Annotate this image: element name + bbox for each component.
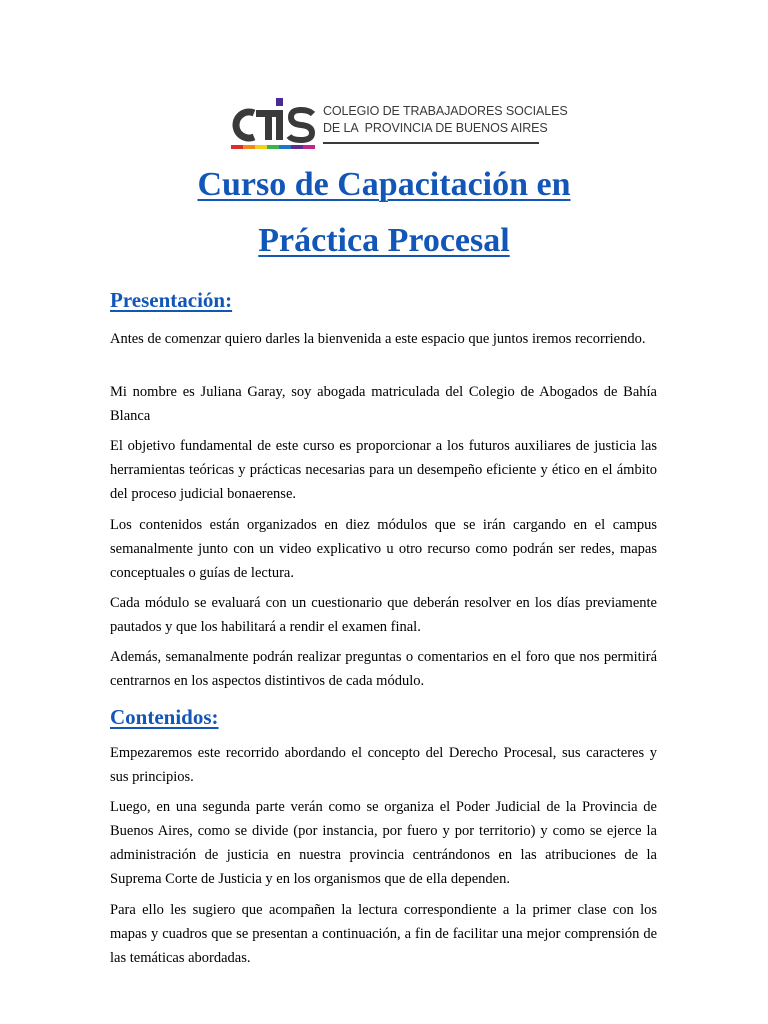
paragraph: Además, semanalmente podrán realizar preguntas o comentarios en el foro que nos permitirá centrarnos en los aspectos distintivos de cada módulo. — [110, 649, 657, 689]
paragraph: Antes de comenzar quiero darles la bienvenida a este espacio que juntos iremos recorriendo. — [110, 331, 646, 347]
logo-underline — [323, 142, 539, 144]
organization-name-line2: DE LA PROVINCIA DE BUENOS AIRES — [323, 121, 548, 135]
paragraph: Empezaremos este recorrido abordando el concepto del Derecho Procesal, sus caracteres y sus principios. — [110, 745, 657, 785]
section-heading-contenidos: Contenidos: — [110, 705, 219, 729]
organization-name — [323, 103, 568, 137]
paragraph: El objetivo fundamental de este curso es proporcionar a los futuros auxiliares de justicia las herramientas teóricas y prácticas necesarias para un desempeño eficiente y ético en el ámbito del proceso judicial bonaerense. — [110, 438, 657, 502]
document-title-line2: Práctica Procesal — [258, 222, 510, 259]
paragraph: Luego, en una segunda parte verán como se organiza el Poder Judicial de la Provincia de Buenos Aires, como se divide (por instancia, por fuero y por territorio) y como se ejerce la administración de justicia en nuestra provincia centrándonos en las atribuciones de la Suprema Corte de Justicia y en los organismos que de ella dependen. — [110, 799, 657, 887]
cts-logo-mark — [229, 96, 319, 152]
document-title-line1: Curso de Capacitación en — [197, 166, 571, 203]
organization-logo — [229, 96, 568, 152]
paragraph: Los contenidos están organizados en diez módulos que se irán cargando en el campus semanalmente junto con un video explicativo u otro recurso como podrán ser redes, mapas conceptuales o guías de lectura. — [110, 517, 657, 581]
paragraph: Cada módulo se evaluará con un cuestionario que deberán resolver en los días previamente pautados y que los habilitará a rendir el examen final. — [110, 595, 657, 635]
paragraph: Para ello les sugiero que acompañen la lectura correspondiente a la primer clase con los mapas y cuadros que se presentan a continuación, a fin de facilitar una mejor comprensión de las temáticas abordadas. — [110, 902, 657, 966]
organization-name-line1: COLEGIO DE TRABAJADORES SOCIALES — [323, 104, 568, 118]
paragraph: Mi nombre es Juliana Garay, soy abogada matriculada del Colegio de Abogados de Bahía Blanca — [110, 384, 657, 424]
section-heading-presentacion: Presentación: — [110, 288, 233, 312]
